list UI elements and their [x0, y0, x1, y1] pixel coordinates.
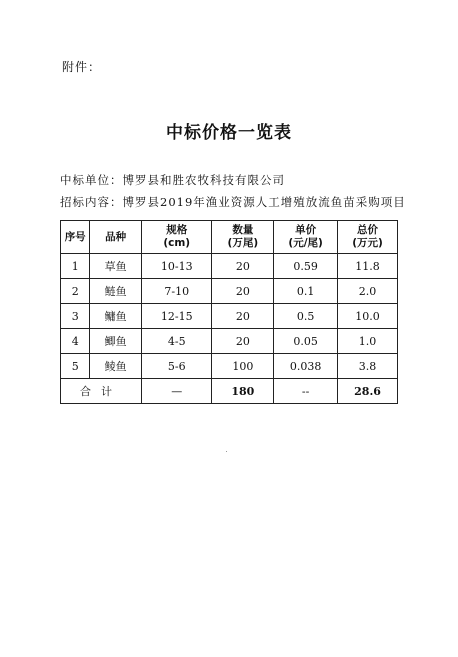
table-header-row [61, 221, 398, 254]
cell-spec: 4-5 [141, 329, 212, 354]
cell-price: 0.1 [274, 279, 338, 304]
winning-bidder-label: 中标单位： [60, 173, 123, 187]
cell-no: 2 [61, 279, 90, 304]
table-row [61, 254, 398, 279]
winning-bidder-line [60, 172, 285, 188]
header-total [338, 221, 398, 254]
table-row [61, 354, 398, 379]
cell-total: 10.0 [338, 304, 398, 329]
cell-name: 草鱼 [90, 254, 142, 279]
cell-qty: 100 [212, 354, 274, 379]
header-price [274, 221, 338, 254]
sum-qty: 180 [212, 379, 274, 404]
header-no: 序号 [61, 221, 90, 254]
cell-price: 0.59 [274, 254, 338, 279]
cell-spec: 5-6 [141, 354, 212, 379]
cell-price: 0.05 [274, 329, 338, 354]
header-total-line1: 总价 [357, 224, 379, 236]
cell-spec: 12-15 [141, 304, 212, 329]
tender-content-line [60, 194, 406, 210]
cell-total: 11.8 [338, 254, 398, 279]
sum-label: 合计 [61, 379, 142, 404]
table-sum-row [61, 379, 398, 404]
cell-no: 1 [61, 254, 90, 279]
header-total-line2: (万元) [352, 237, 383, 249]
sum-price: -- [274, 379, 338, 404]
table-row [61, 329, 398, 354]
sum-total: 28.6 [338, 379, 398, 404]
cell-spec: 7-10 [141, 279, 212, 304]
document-title: 中标价格一览表 [166, 123, 292, 143]
tender-content-label: 招标内容： [60, 195, 123, 209]
sum-spec: — [141, 379, 212, 404]
header-price-line1: 单价 [295, 224, 317, 236]
winning-bidder-value: 博罗县和胜农牧科技有限公司 [122, 173, 285, 187]
cell-total: 1.0 [338, 329, 398, 354]
cell-name: 鲫鱼 [90, 329, 142, 354]
attachment-label: 附件： [62, 60, 102, 74]
table-row [61, 279, 398, 304]
header-qty-line1: 数量 [232, 224, 254, 236]
header-spec [141, 221, 212, 254]
cell-name: 鲢鱼 [90, 279, 142, 304]
cell-price: 0.5 [274, 304, 338, 329]
scan-speck [226, 451, 227, 452]
price-table [60, 220, 398, 404]
header-qty-line2: (万尾) [227, 237, 259, 249]
header-price-line2: (元/尾) [288, 237, 323, 249]
cell-no: 3 [61, 304, 90, 329]
cell-spec: 10-13 [141, 254, 212, 279]
cell-qty: 20 [212, 254, 274, 279]
cell-no: 4 [61, 329, 90, 354]
tender-content-value: 博罗县2019年渔业资源人工增殖放流鱼苗采购项目 [122, 195, 406, 209]
cell-price: 0.038 [274, 354, 338, 379]
header-name: 品种 [90, 221, 142, 254]
cell-no: 5 [61, 354, 90, 379]
cell-qty: 20 [212, 304, 274, 329]
cell-name: 鲮鱼 [90, 354, 142, 379]
header-spec-line1: 规格 [166, 224, 188, 236]
cell-total: 2.0 [338, 279, 398, 304]
cell-qty: 20 [212, 279, 274, 304]
table-row [61, 304, 398, 329]
header-spec-line2: (cm) [163, 237, 191, 249]
cell-total: 3.8 [338, 354, 398, 379]
cell-name: 鳙鱼 [90, 304, 142, 329]
cell-qty: 20 [212, 329, 274, 354]
header-qty [212, 221, 274, 254]
